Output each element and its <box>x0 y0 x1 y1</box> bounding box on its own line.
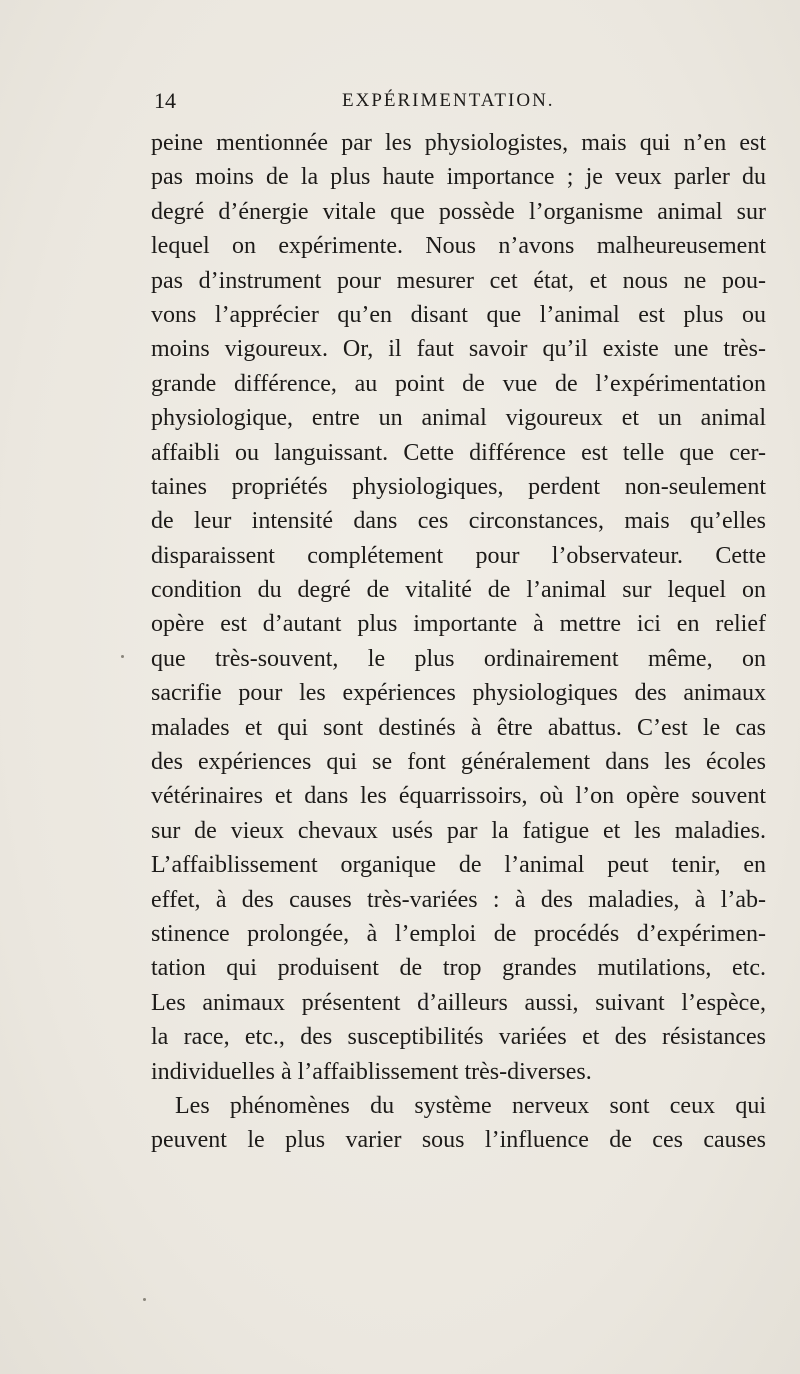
text-line: sacrifie pour les expériences physiologiques des animaux <box>151 680 766 707</box>
text-line: sur de vieux chevaux usés par la fatigue et les maladies. <box>151 817 766 844</box>
text-line: Les animaux présentent d’ailleurs aussi, suivant l’espèce, <box>151 989 766 1016</box>
text-line: condition du degré de vitalité de l’animal sur lequel on <box>151 577 766 604</box>
text-line: taines propriétés physiologiques, perdent non-seulement <box>151 473 766 500</box>
text-line: la race, etc., des susceptibilités variées et des résistances <box>151 1024 766 1051</box>
page-number: 14 <box>154 88 176 113</box>
text-line: moins vigoureux. Or, il faut savoir qu’il existe une très- <box>151 336 766 363</box>
text-line: pas d’instrument pour mesurer cet état, et nous ne pou- <box>151 267 766 294</box>
text-line: peine mentionnée par les physiologistes, mais qui n’en est <box>151 130 766 156</box>
text-line: Les phénomènes du système nerveux sont ceux qui <box>175 1092 766 1119</box>
text-line: vétérinaires et dans les équarrissoirs, où l’on opère souvent <box>151 783 766 810</box>
body-text <box>151 126 766 1158</box>
text-line: individuelles à l’affaiblissement très-diverses. <box>151 1058 592 1085</box>
text-line: que très-souvent, le plus ordinairement même, on <box>151 645 766 672</box>
text-line: vons l’apprécier qu’en disant que l’animal est plus ou <box>151 301 766 328</box>
text-line: opère est d’autant plus importante à mettre ici en relief <box>151 611 766 638</box>
text-line: des expériences qui se font généralement dans les écoles <box>151 749 766 776</box>
running-head: EXPÉRIMENTATION. <box>342 90 555 111</box>
text-line: L’affaiblissement organique de l’animal peut tenir, en <box>151 852 766 879</box>
text-line: grande différence, au point de vue de l’expérimentation <box>151 370 766 397</box>
text-line: stinence prolongée, à l’emploi de procédés d’expérimen- <box>151 920 766 947</box>
page-header <box>150 88 765 118</box>
text-line: malades et qui sont destinés à être abattus. C’est le cas <box>151 714 766 741</box>
text-line: disparaissent complétement pour l’observateur. Cette <box>151 542 766 569</box>
paper-speck <box>143 1298 146 1301</box>
text-line: affaibli ou languissant. Cette différence est telle que cer- <box>151 439 766 466</box>
text-line: effet, à des causes très-variées : à des maladies, à l’ab- <box>151 886 766 913</box>
text-line: lequel on expérimente. Nous n’avons malheureusement <box>151 233 766 260</box>
text-line: tation qui produisent de trop grandes mutilations, etc. <box>151 955 766 982</box>
text-line: peuvent le plus varier sous l’influence de ces causes <box>151 1127 766 1154</box>
text-line: pas moins de la plus haute importance ; je veux parler du <box>151 164 766 191</box>
text-line: physiologique, entre un animal vigoureux et un animal <box>151 405 766 432</box>
text-line: degré d’énergie vitale que possède l’organisme animal sur <box>151 198 766 225</box>
paper-speck <box>121 655 124 658</box>
text-line: de leur intensité dans ces circonstances, mais qu’elles <box>151 508 766 535</box>
